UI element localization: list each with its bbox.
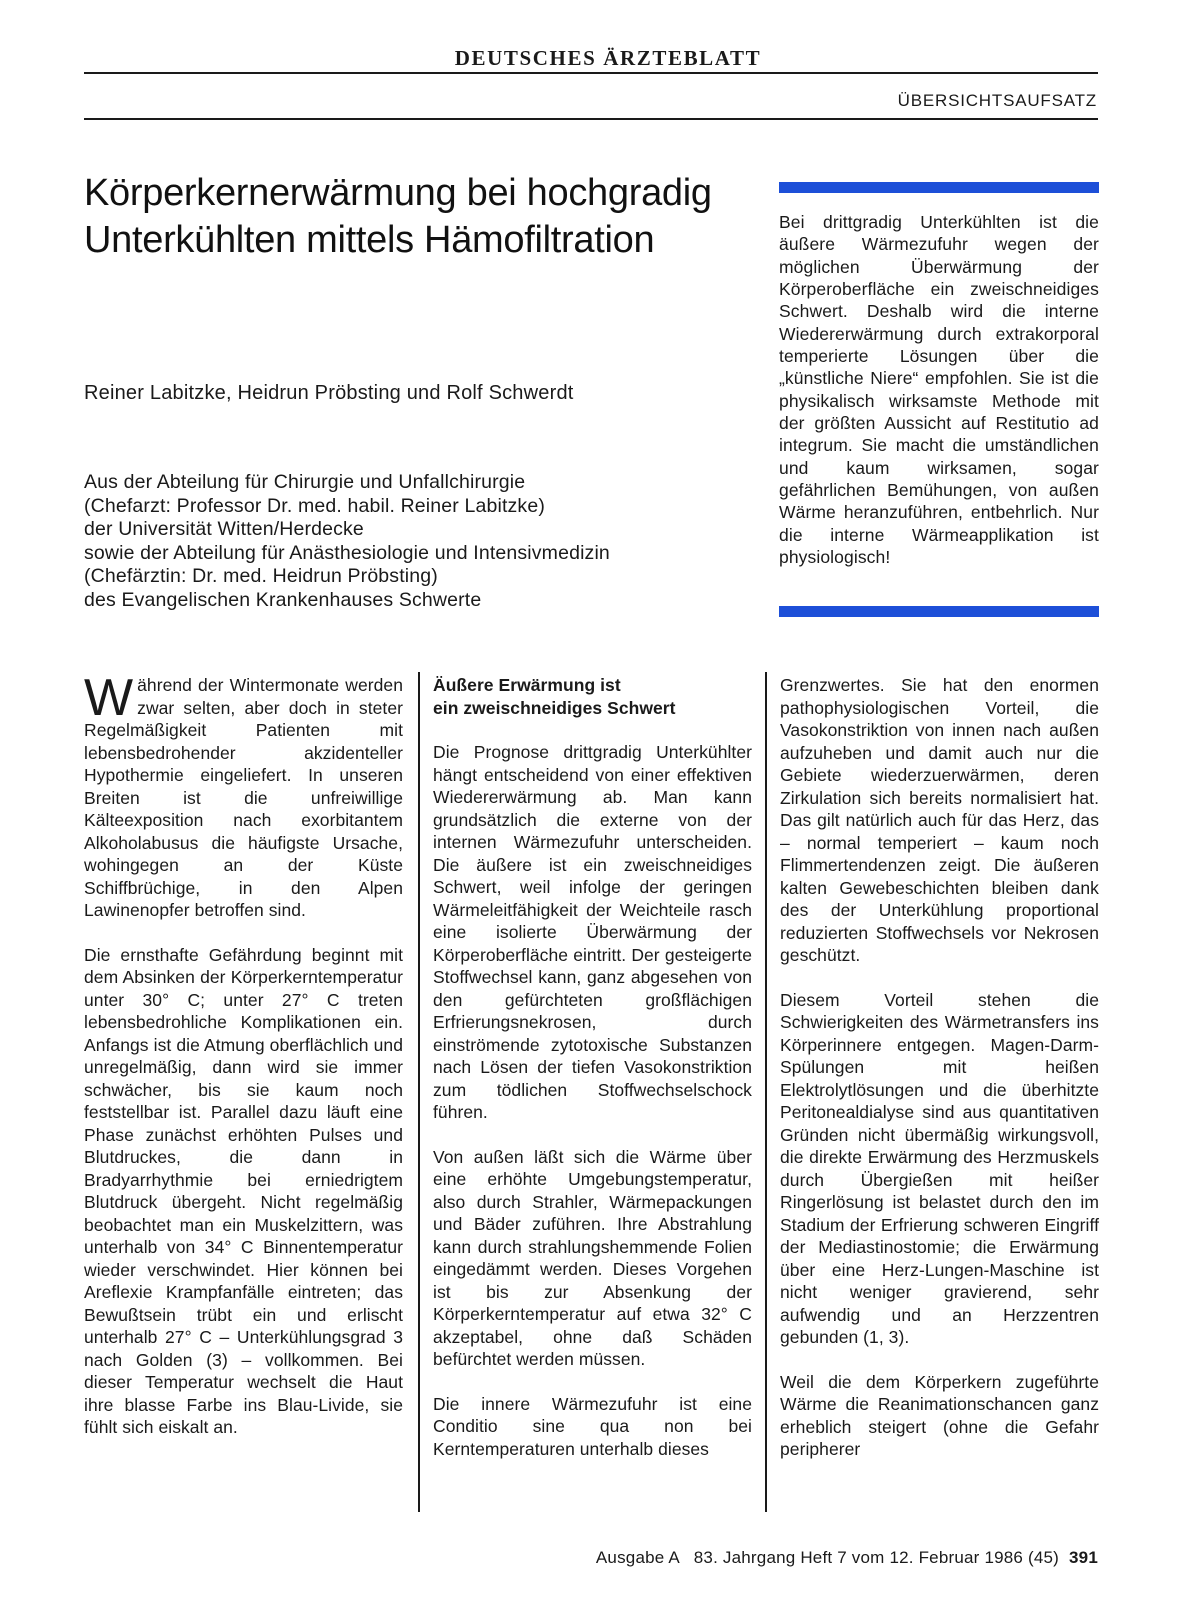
abstract-accent-bar-bottom (779, 606, 1099, 617)
article-abstract: Bei drittgradig Unterkühlten ist die äußere Wärmezufuhr wegen der möglichen Überwärmung der Körperoberfläche ein zweischneidiges Schwert. Deshalb wird die interne Wiedererwärmung durch extrakorporal temperierte Lösungen über die „künstliche Niere“ empfohlen. Sie ist die physikalisch wirksamste Methode mit der größten Aussicht auf Restitutio ad integrum. Sie macht die umständlichen und kaum wirksamen, sogar gefährlichen Bemühungen, von außen Wärme heranzuführen, entbehrlich. Nur die interne Wärmeapplikation ist physiologisch! (779, 212, 1099, 568)
affiliation-line: der Universität Witten/Herdecke (84, 518, 364, 540)
subheading-line: Äußere Erwärmung ist (433, 675, 621, 695)
article-title: Körperkernerwärmung bei hochgradig Unterkühlten mittels Hämofiltration (84, 172, 712, 261)
issue-info: Ausgabe A 83. Jahrgang Heft 7 vom 12. Februar 1986 (45) (595, 1548, 1060, 1567)
column-divider (765, 672, 767, 1512)
paragraph-text: ährend der Wintermonate werden zwar selten, aber doch in steter Regelmäßigkeit Patienten mit lebensbedrohender akzidenteller Hypothermie eingeliefert. In unseren Breiten ist die unfreiwillige Kälteexposition nach exorbitantem Alkoholabusus die häufigste Ursache, wohingegen an der Küste Schiffbrüchige, in den Alpen Lawinenopfer betroffen sind. (84, 675, 403, 920)
author-affiliation (84, 471, 744, 612)
header-rule-top (84, 72, 1098, 74)
affiliation-line: (Chefärztin: Dr. med. Heidrun Pröbsting) (84, 565, 438, 587)
body-paragraph: Diesem Vorteil stehen die Schwierigkeiten des Wärmetransfers ins Körperinnere entgegen. Magen-Darm-Spülungen mit heißen Elektrolytlösungen und die überhitzte Peritonealdialyse sind aus quantitativen Gründen nicht übermäßig wirkungsvoll, die direkte Erwärmung des Herzmuskels durch Übergießen mit heißer Ringerlösung ist belastet durch den im Stadium der Erfrierung schweren Eingriff der Mediastinostomie; die Erwärmung über eine Herz-Lungen-Maschine ist nicht weniger gravierend, sehr aufwendig und an Herzzentren gebunden (1, 3). (780, 989, 1099, 1347)
body-column-3 (780, 674, 1099, 1461)
affiliation-line: sowie der Abteilung für Anästhesiologie und Intensivmedizin (84, 541, 610, 564)
section-subheading (433, 674, 752, 719)
article-authors: Reiner Labitzke, Heidrun Pröbsting und Rolf Schwerdt (84, 382, 574, 404)
body-paragraph (84, 669, 403, 922)
affiliation-line: des Evangelischen Krankenhauses Schwerte (84, 588, 482, 611)
body-paragraph: Die ernsthafte Gefährdung beginnt mit dem Absinken der Körperkerntemperatur unter 30° C; unter 27° C treten lebensbedrohliche Komplikationen ein. Anfangs ist die Atmung oberflächlich und unregelmäßig, dann wird sie immer schwächer, bis sie kaum noch feststellbar ist. Parallel dazu läuft eine Phase zunächst erhöhten Pulses und Blutdruckes, die dann in Bradyarrhythmie bei erniedrigtem Blutdruck übergeht. Nicht regelmäßig beobachtet man ein Muskelzittern, was unterhalb von 34° C Binnentemperatur wieder verschwindet. Hier können bei Areflexie Krampfanfälle eintreten; das Bewußtsein trübt ein und erlischt unterhalb 27° C – Unterkühlungsgrad 3 nach Golden (3) – vollkommen. Bei dieser Temperatur wechselt die Haut ihre blasse Farbe ins Blau-Livide, sie fühlt sich eiskalt an. (84, 944, 403, 1437)
drop-cap: W (84, 669, 134, 727)
abstract-accent-bar-top (779, 182, 1099, 193)
journal-masthead: DEUTSCHES ÄRZTEBLATT (454, 46, 762, 70)
body-paragraph: Die innere Wärmezufuhr ist eine Conditio sine qua non bei Kerntemperaturen unterhalb dieses (433, 1393, 752, 1459)
page-number: 391 (1069, 1548, 1098, 1567)
affiliation-line: (Chefarzt: Professor Dr. med. habil. Reiner Labitzke) (84, 494, 545, 517)
page-footer (596, 1548, 1098, 1568)
body-paragraph: Grenzwertes. Sie hat den enormen pathophysiologischen Vorteil, die Vasokonstriktion von innen nach außen aufzuheben und damit auch nur die Gebiete wiederzuerwärmen, deren Zirkulation sich bereits normalisiert hat. Das gilt natürlich auch für das Herz, das – normal temperiert – kaum noch Flimmertendenzen zeigt. Die äußeren kalten Gewebeschichten bleiben dank des der Unterkühlung proportional reduzierten Stoffwechsels vor Nekrosen geschützt. (780, 675, 1099, 965)
body-paragraph: Weil die dem Körperkern zugeführte Wärme die Reanimationschancen ganz erheblich steigert (ohne die Gefahr peripherer (780, 1371, 1099, 1459)
affiliation-line: Aus der Abteilung für Chirurgie und Unfallchirurgie (84, 471, 526, 493)
column-divider (418, 672, 420, 1512)
header-rule-bottom (84, 118, 1098, 120)
body-paragraph: Von außen läßt sich die Wärme über eine erhöhte Umgebungstemperatur, also durch Strahler, Wärmepackungen und Bäder zuführen. Ihre Abstrahlung kann durch strahlungshemmende Folien eingedämmt werden. Dieses Vorgehen ist bis zur Absenkung der Körperkerntemperatur auf etwa 32° C akzeptabel, ohne daß Schäden befürchtet werden müssen. (433, 1146, 752, 1369)
body-paragraph: Die Prognose drittgradig Unterkühlter hängt entscheidend von einer effektiven Wiedererwärmung ab. Man kann grundsätzlich die externe von der internen Wärmezufuhr unterscheiden. Die äußere ist ein zweischneidiges Schwert, weil infolge der geringen Wärmeleitfähigkeit der Weichteile rasch eine isolierte Überwärmung der Körperoberfläche eintritt. Der gesteigerte Stoffwechsel kann, ganz abgesehen von den gefürchteten großflächigen Erfrierungsnekrosen, durch einströmende zytotoxische Substanzen nach Lösen der tiefen Vasokonstriktion zum tödlichen Stoffwechselschock führen. (433, 742, 752, 1122)
section-label: ÜBERSICHTSAUFSATZ (897, 91, 1097, 110)
subheading-line: ein zweischneidiges Schwert (433, 697, 676, 718)
body-column-2 (433, 674, 752, 1460)
body-column-1 (84, 669, 403, 1439)
